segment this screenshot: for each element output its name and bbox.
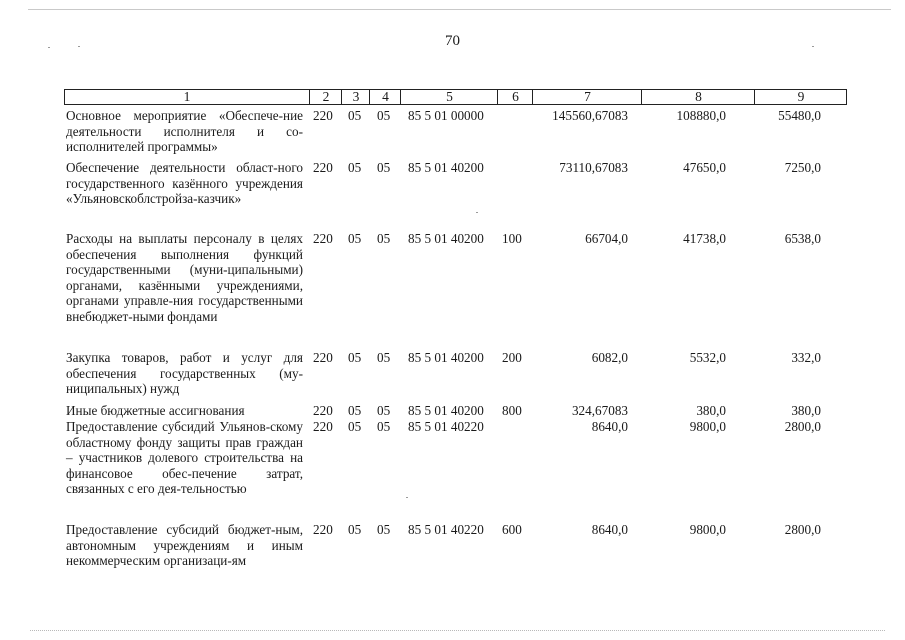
page-edge-line <box>28 9 891 10</box>
scan-speck <box>78 46 80 47</box>
cell-col-9: 2800,0 <box>784 419 821 434</box>
cell-col-3: 05 <box>348 231 362 246</box>
cell-col-8: 9800,0 <box>689 419 726 434</box>
cell-col-7: 8640,0 <box>591 522 628 537</box>
cell-col-9: 380,0 <box>791 403 821 418</box>
cell-col-8: 41738,0 <box>683 231 726 246</box>
cell-col-6: 600 <box>502 522 522 537</box>
row-description: Предоставление субсидий бюджет-ным, автономным учреждениям и иным некоммерческим организаци-ям <box>66 522 303 568</box>
cell-col-9: 7250,0 <box>784 160 821 175</box>
cell-col-5: 85 5 01 40200 <box>408 231 484 246</box>
cell-col-8: 108880,0 <box>676 108 726 123</box>
cell-col-7: 145560,67083 <box>552 108 628 123</box>
header-col-1: 1 <box>183 89 191 104</box>
header-col-8: 8 <box>641 90 755 104</box>
header-col-7: 7 <box>532 90 642 104</box>
scan-speck <box>406 497 408 498</box>
cell-col-6: 800 <box>502 403 522 418</box>
cell-col-6: 200 <box>502 350 522 365</box>
cell-col-3: 05 <box>348 403 362 418</box>
row-description: Расходы на выплаты персоналу в целях обеспечения выполнения функций государственными (муни-ципальными) органами, казёнными учреждениями, органами управле-ния государственными внебюджет-ными фондами <box>66 231 303 324</box>
cell-col-3: 05 <box>348 108 362 123</box>
cell-col-2: 220 <box>313 108 333 123</box>
cell-col-3: 05 <box>348 419 362 434</box>
cell-col-2: 220 <box>313 231 333 246</box>
cell-col-4: 05 <box>377 350 391 365</box>
cell-col-9: 55480,0 <box>778 108 821 123</box>
cell-col-5: 85 5 01 40200 <box>408 403 484 418</box>
row-description: Основное мероприятие «Обеспече-ние деятельности исполнителя и со-исполнителей программы» <box>66 108 303 154</box>
cell-col-2: 220 <box>313 419 333 434</box>
cell-col-5: 85 5 01 40200 <box>408 160 484 175</box>
cell-col-2: 220 <box>313 522 333 537</box>
row-description: Закупка товаров, работ и услуг для обеспечения государственных (му-ниципальных) нужд <box>66 350 303 396</box>
row-description: Иные бюджетные ассигнования <box>66 403 245 418</box>
cell-col-8: 47650,0 <box>683 160 726 175</box>
scan-speck <box>48 47 50 48</box>
table-header-row <box>64 89 847 105</box>
cell-col-7: 6082,0 <box>591 350 628 365</box>
cell-col-4: 05 <box>377 108 391 123</box>
cell-col-3: 05 <box>348 160 362 175</box>
cell-col-4: 05 <box>377 522 391 537</box>
cell-col-7: 324,67083 <box>571 403 628 418</box>
cell-col-2: 220 <box>313 403 333 418</box>
header-col-4: 4 <box>369 90 401 104</box>
cell-col-3: 05 <box>348 522 362 537</box>
header-col-6: 6 <box>497 90 533 104</box>
cell-col-4: 05 <box>377 419 391 434</box>
row-description: Предоставление субсидий Ульянов-скому областному фонду защиты прав граждан – участников долевого строительства на финансовое обес-печение затрат, связанных с его дея-тельностью <box>66 419 303 496</box>
header-col-5: 5 <box>400 90 498 104</box>
scan-speck <box>812 46 814 47</box>
cell-col-2: 220 <box>313 350 333 365</box>
cell-col-9: 2800,0 <box>784 522 821 537</box>
page-number: 70 <box>445 33 460 49</box>
cell-col-8: 9800,0 <box>689 522 726 537</box>
page-bottom-edge <box>30 630 885 631</box>
cell-col-5: 85 5 01 40200 <box>408 350 484 365</box>
cell-col-4: 05 <box>377 160 391 175</box>
cell-col-4: 05 <box>377 403 391 418</box>
cell-col-8: 5532,0 <box>689 350 726 365</box>
cell-col-5: 85 5 01 40220 <box>408 419 484 434</box>
cell-col-8: 380,0 <box>696 403 726 418</box>
cell-col-9: 6538,0 <box>784 231 821 246</box>
cell-col-4: 05 <box>377 231 391 246</box>
cell-col-5: 85 5 01 00000 <box>408 108 484 123</box>
header-col-9: 9 <box>754 90 847 104</box>
scan-speck <box>476 212 478 213</box>
cell-col-3: 05 <box>348 350 362 365</box>
cell-col-2: 220 <box>313 160 333 175</box>
row-description: Обеспечение деятельности област-ного государственного казённого учреждения «Ульяновскоблстройза-казчик» <box>66 160 303 206</box>
cell-col-7: 8640,0 <box>591 419 628 434</box>
cell-col-7: 66704,0 <box>585 231 628 246</box>
header-col-2: 2 <box>309 90 342 104</box>
header-col-3: 3 <box>341 90 370 104</box>
cell-col-5: 85 5 01 40220 <box>408 522 484 537</box>
cell-col-7: 73110,67083 <box>559 160 628 175</box>
cell-col-6: 100 <box>502 231 522 246</box>
cell-col-9: 332,0 <box>791 350 821 365</box>
